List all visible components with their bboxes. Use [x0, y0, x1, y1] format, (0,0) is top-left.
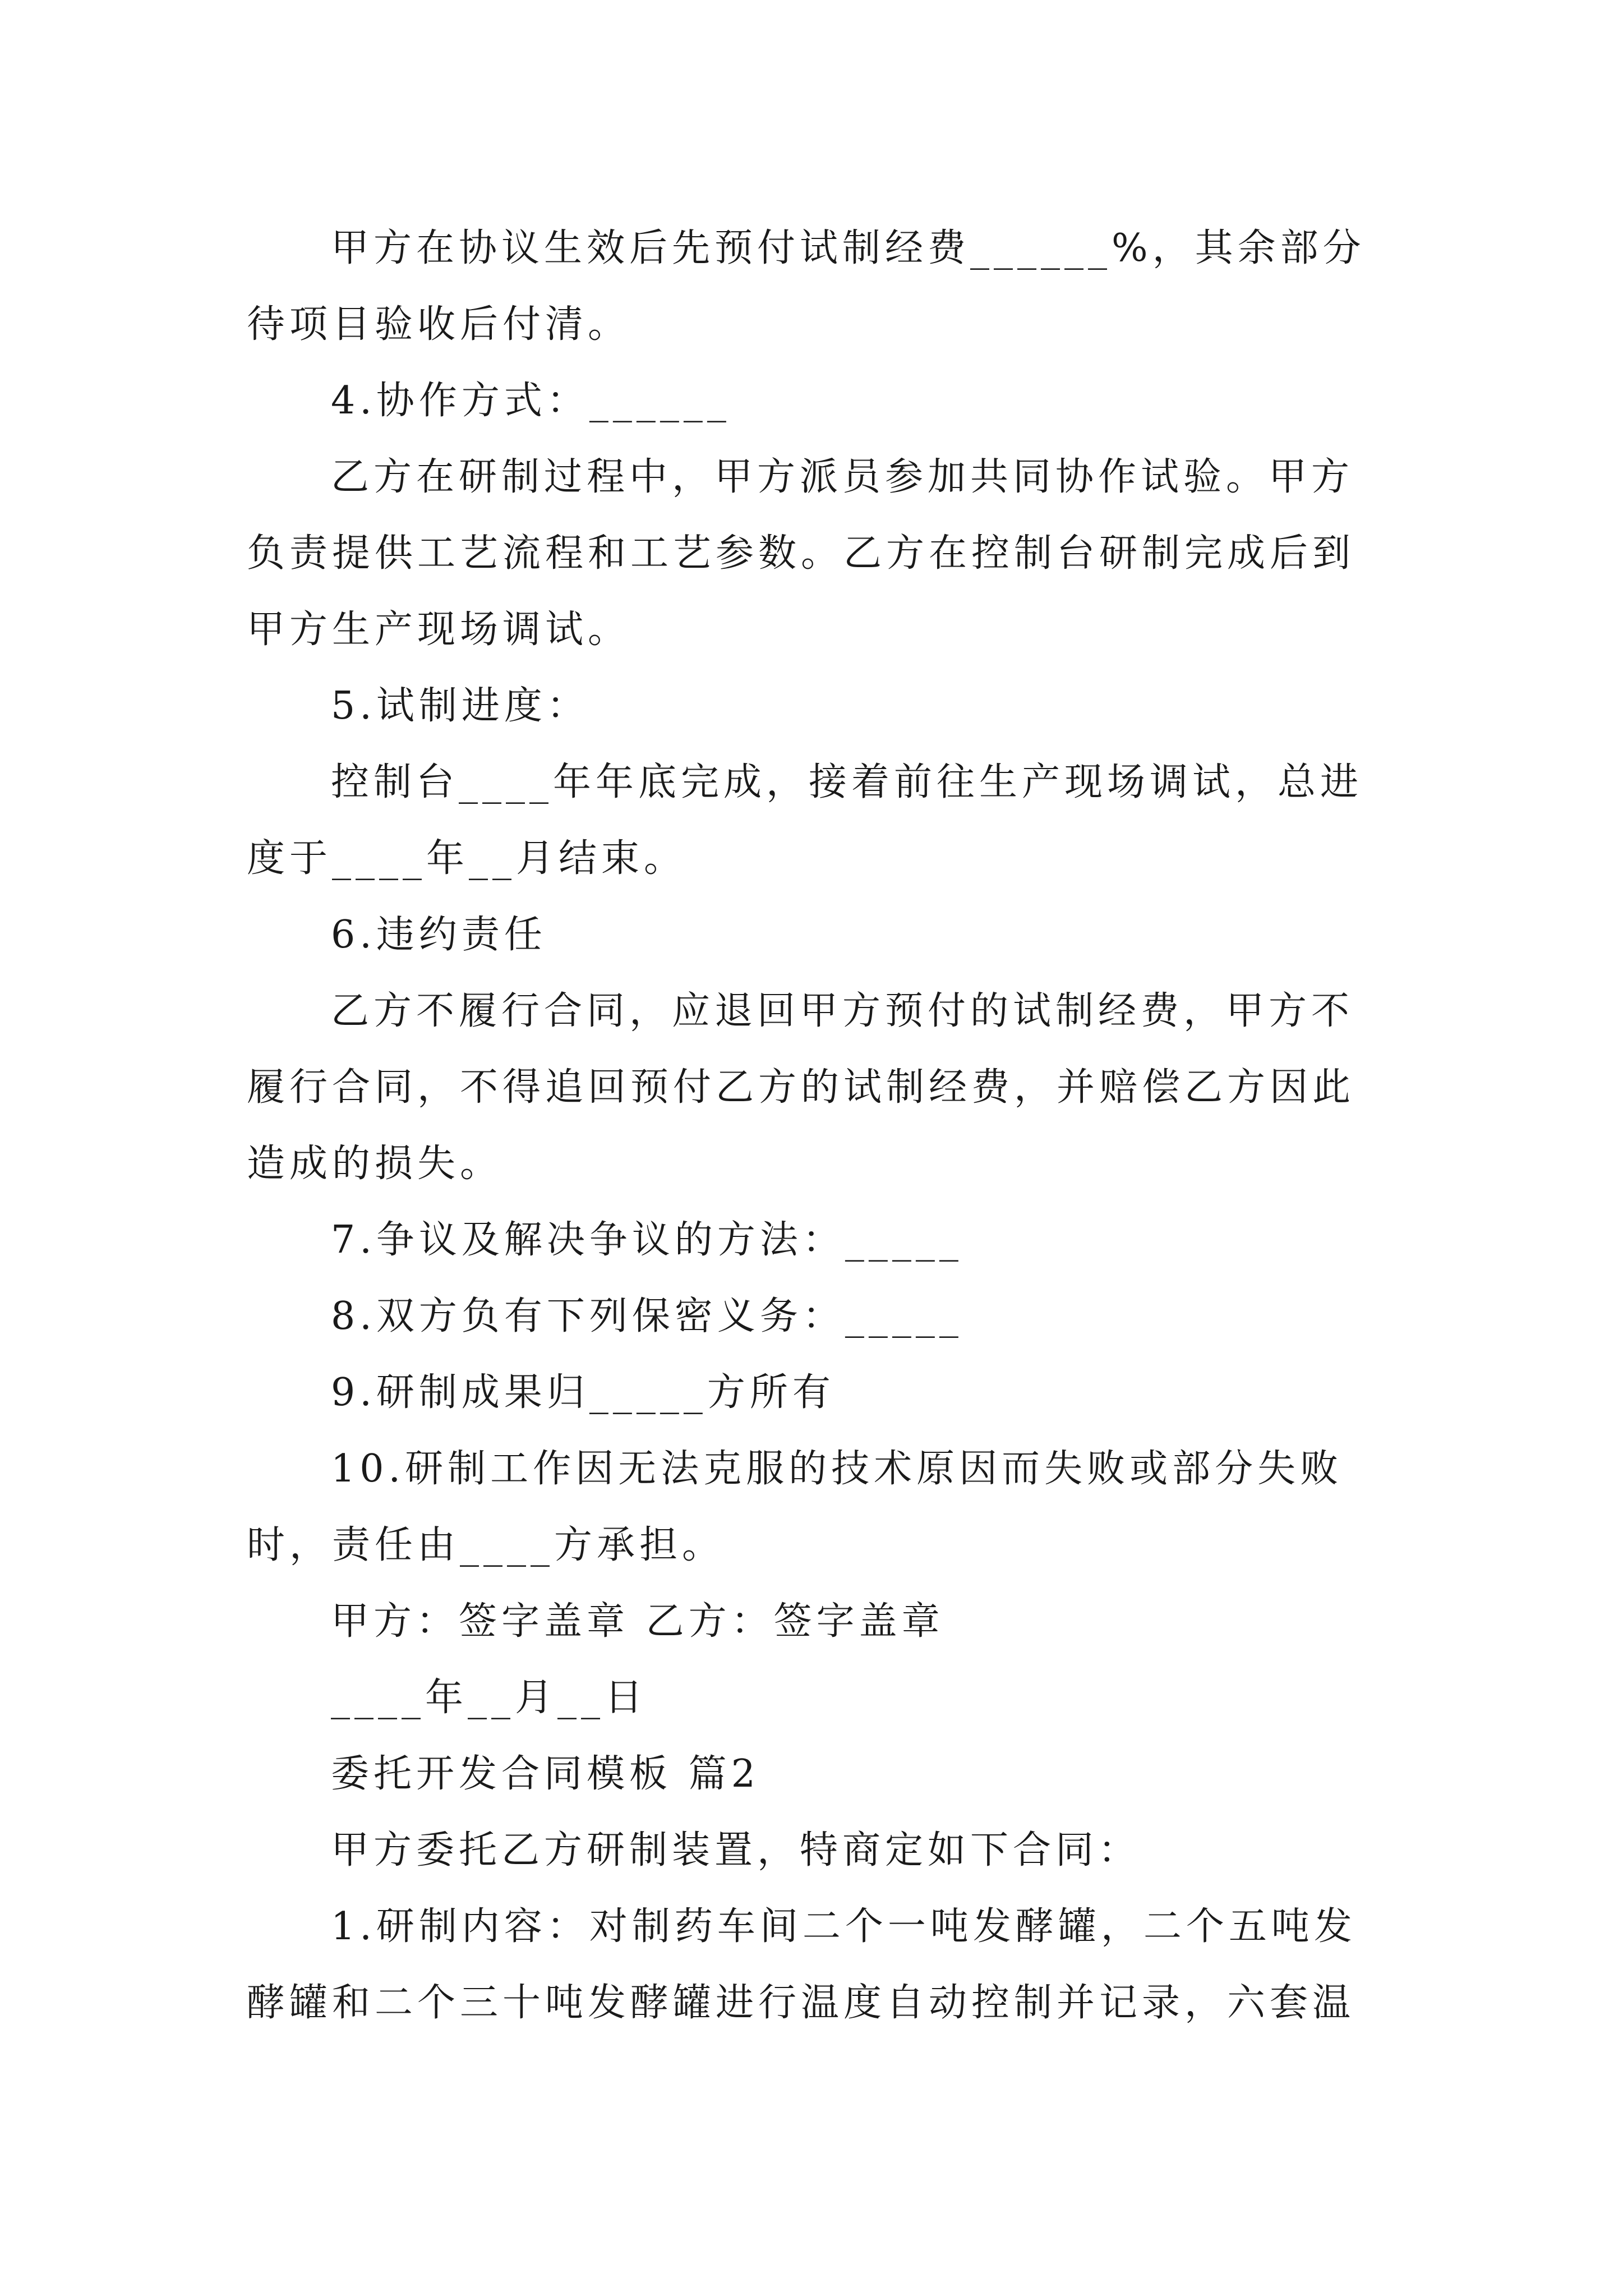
- paragraph-cooperation-details: 乙方在研制过程中，甲方派员参加共同协作试验。甲方负责提供工艺流程和工艺参数。乙方在控制台研制完成后到甲方生产现场调试。: [247, 455, 1355, 652]
- paragraph-contract-intro: 甲方委托乙方研制装置，特商定如下合同：: [331, 1828, 1141, 1872]
- paragraph-schedule-heading: 5.试制进度：: [331, 684, 589, 728]
- paragraph-date: ____年__月__日: [331, 1676, 648, 1720]
- paragraph-liability-heading: 6.违约责任: [331, 913, 547, 957]
- paragraph-research-content: 1.研制内容：对制药车间二个一吨发酵罐，二个五吨发酵罐和二个三十吨发酵罐进行温度自动控制并记录，六套温: [247, 1904, 1357, 2025]
- paragraph-prepayment: 甲方在协议生效后先预付试制经费______%，其余部分待项目验收后付清。: [247, 226, 1366, 347]
- paragraph-ownership: 9.研制成果归_____方所有: [331, 1370, 835, 1415]
- paragraph-template-title: 委托开发合同模板 篇2: [331, 1752, 760, 1796]
- paragraph-dispute-resolution: 7.争议及解决争议的方法：_____: [331, 1218, 963, 1262]
- paragraph-signatures: 甲方：签字盖章 乙方：签字盖章: [331, 1599, 944, 1644]
- paragraph-liability-details: 乙方不履行合同，应退回甲方预付的试制经费，甲方不履行合同，不得追回预付乙方的试制经费，并赔偿乙方因此造成的损失。: [247, 989, 1355, 1186]
- paragraph-cooperation-heading: 4.协作方式：______: [331, 379, 731, 423]
- paragraph-failure-responsibility: 10.研制工作因无法克服的技术原因而失败或部分失败时，责任由____方承担。: [247, 1447, 1343, 1567]
- paragraph-confidentiality: 8.双方负有下列保密义务：_____: [331, 1294, 963, 1338]
- document-body: [247, 210, 1385, 2041]
- paragraph-schedule-details: 控制台____年年底完成，接着前往生产现场调试，总进度于____年__月结束。: [247, 760, 1363, 881]
